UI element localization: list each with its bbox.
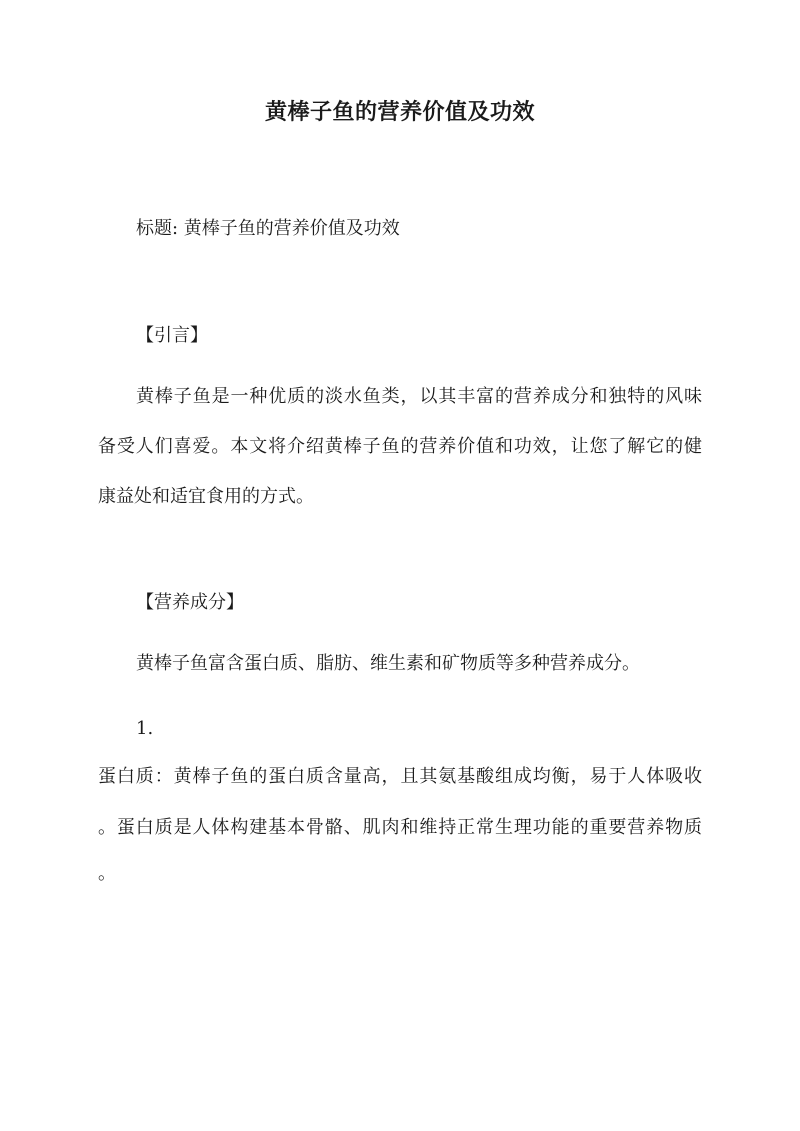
subtitle-line: 标题: 黄棒子鱼的营养价值及功效 <box>136 218 400 239</box>
document-title: 黄棒子鱼的营养价值及功效 <box>264 99 535 125</box>
nutrition-intro: 黄棒子鱼富含蛋白质、脂肪、维生素和矿物质等多种营养成分。 <box>136 653 640 674</box>
intro-heading: 【引言】 <box>136 325 208 346</box>
list-item-number: 1. <box>136 718 154 739</box>
intro-line-3: 康益处和适宜食用的方式。 <box>98 486 314 507</box>
intro-line-2: 备受人们喜爱。本文将介绍黄棒子鱼的营养价值和功效，让您了解它的健 <box>98 436 702 457</box>
nutrition-heading: 【营养成分】 <box>136 592 244 613</box>
protein-line-1: 蛋白质：黄棒子鱼的蛋白质含量高，且其氨基酸组成均衡，易于人体吸收 <box>98 766 702 787</box>
protein-line-2: 。蛋白质是人体构建基本骨骼、肌肉和维持正常生理功能的重要营养物质 <box>98 817 702 838</box>
protein-line-3: 。 <box>98 863 116 884</box>
intro-line-1: 黄棒子鱼是一种优质的淡水鱼类，以其丰富的营养成分和独特的风味 <box>136 386 702 407</box>
